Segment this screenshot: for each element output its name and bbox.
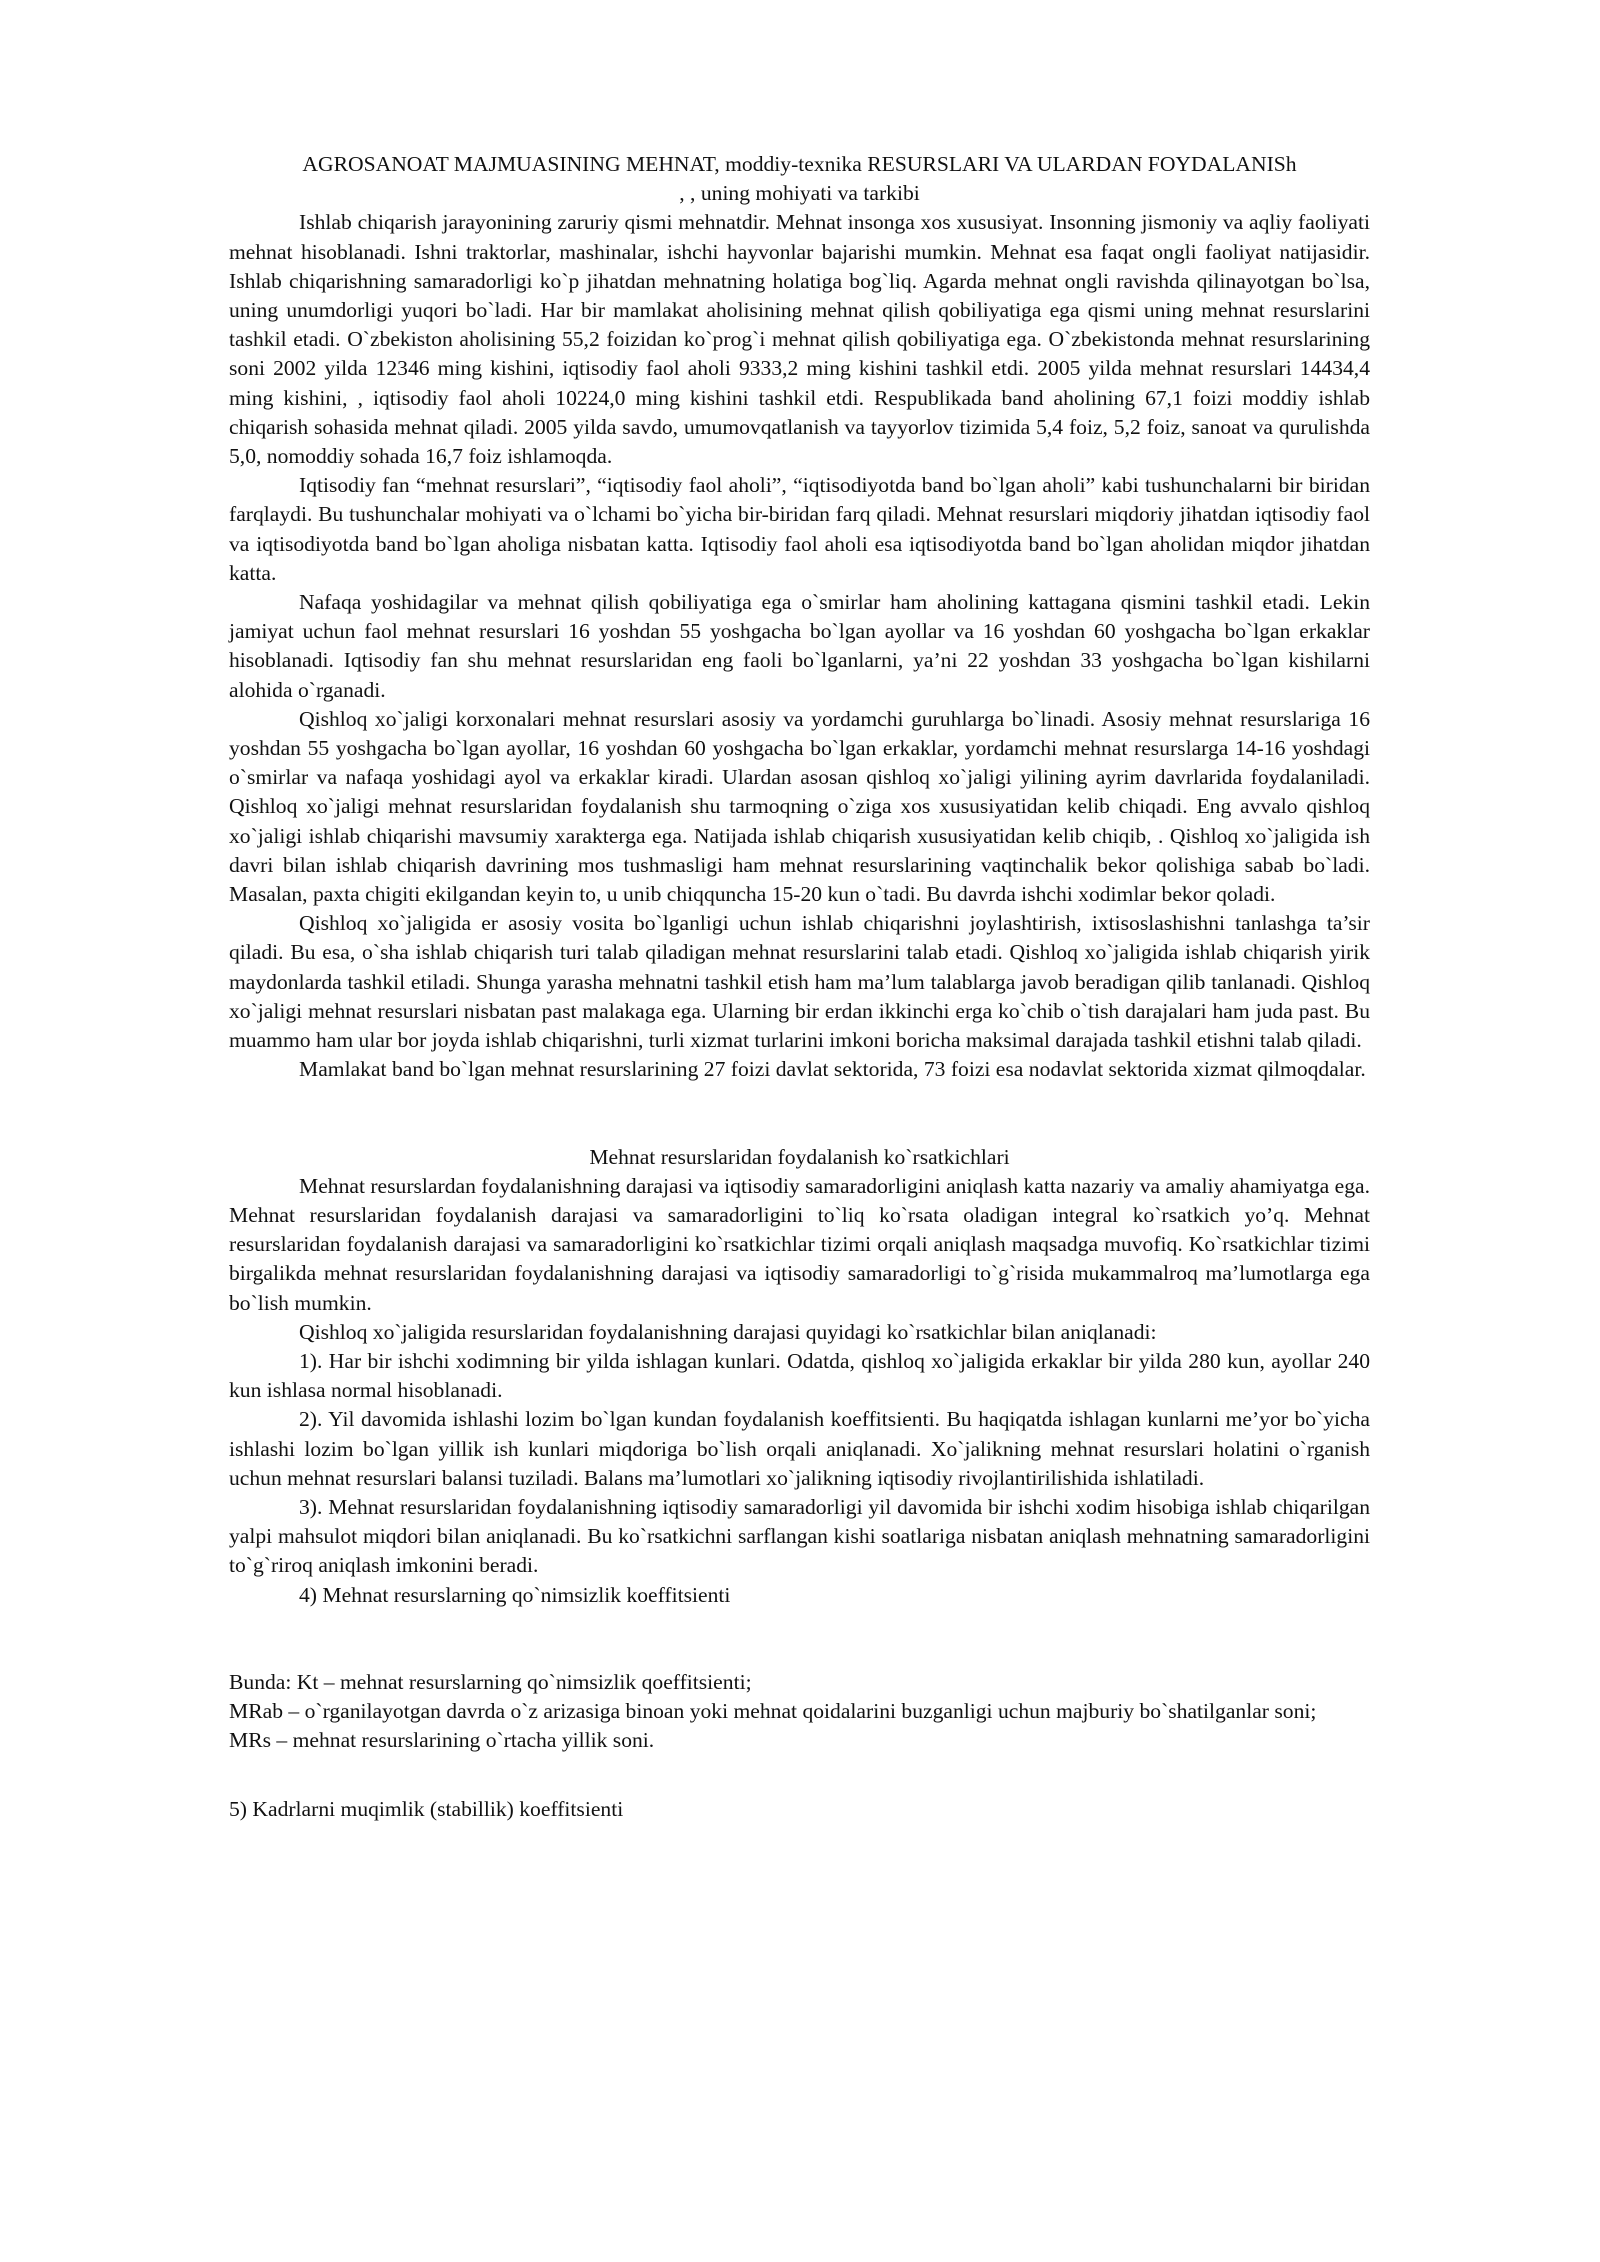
paragraph-land-factor: Qishloq xo`jaligida er asosiy vosita bo`lganligi uchun ishlab chiqarishni joylashtirish, ixtisoslashishni tanlashga ta’sir qiladi. Bu esa, o`sha ishlab chiqarish turi talab qiladigan mehnat resurslarini talab etadi. Qishloq xo`jaligida ishlab chiqarish yirik maydonlarda tashkil etiladi. Shunga yarasha mehnatni tashkil etish ham ma’lum talablarga javob beradigan qilib tanlanadi. Qishloq xo`jaligi mehnat resurslari nisbatan past malakaga ega. Ularning bir erdan ikkinchi erga ko`chib o`tish darajalari ham juda past. Bu muammo ham ular bor joyda ishlab chiqarishni, turli xizmat turlarini imkoni boricha maksimal darajada tashkil etishni talab qiladi. <box>229 911 1370 1053</box>
paragraph-labor-definition: Ishlab chiqarish jarayonining zaruriy qismi mehnatdir. Mehnat insonga xos xususiyat. Insonning jismoniy va aqliy faoliyati mehnat hisoblanadi. Ishni traktorlar, mashinalar, ishchi hayvonlar bajarishi mumkin. Mehnat esa faqat ongli faoliyat natijasidir. Ishlab chiqarishning samaradorligi ko`p jihatdan mehnatning holatiga bog`liq. Agarda mehnat ongli ravishda qilinayotgan bo`lsa, uning unumdorligi yuqori bo`ladi. Har bir mamlakat aholisining mehnat qilish qobiliyatiga ega qismi uning mehnat resurslarini tashkil etadi. O`zbekiston aholisining 55,2 foizidan ko`prog`i mehnat qilish qobiliyatiga ega. O`zbekistonda mehnat resurslarining soni 2002 yilda 12346 ming kishini, iqtisodiy faol aholi 9333,2 ming kishini tashkil etdi. 2005 yilda mehnat resurslari 14434,4 ming kishini, , iqtisodiy faol aholi 10224,0 ming kishini tashkil etdi. Respublikada band aholining 67,1 foizi moddiy ishlab chiqarish sohasida mehnat qiladi. 2005 yilda savdo, umumovqatlanish va tayyorlov tizimida 5,4 foiz, 5,2 foiz, sanoat va qurulishda 5,0, nomoddiy sohada 16,7 foiz ishlamoqda. <box>229 210 1370 469</box>
spacer <box>229 1085 1370 1143</box>
paragraph-indicators-list-intro: Qishloq xo`jaligida resurslaridan foydalanishning darajasi quyidagi ko`rsatkichlar bilan aniqlanadi: <box>299 1319 1157 1344</box>
document-subtitle: , , uning mohiyati va tarkibi <box>679 181 920 206</box>
paragraph-age-groups: Nafaqa yoshidagilar va mehnat qilish qobiliyatiga ega o`smirlar ham aholining kattagana qismini tashkil etadi. Lekin jamiyat uchun faol mehnat resurslari 16 yoshdan 55 yoshgacha bo`lgan ayollar va 16 yoshdan 60 yoshgacha bo`lgan erkaklar hisoblanadi. Iqtisodiy fan shu mehnat resurslaridan eng faoli bo`lganlarni, ya’ni 22 yoshdan 33 yoshgacha bo`lgan kishilarni alohida o`rganadi. <box>229 590 1370 702</box>
section-heading: Mehnat resurslaridan foydalanish ko`rsatkichlari <box>589 1144 1010 1169</box>
list-item-5: 5) Kadrlarni muqimlik (stabillik) koeffitsienti <box>229 1797 624 1822</box>
paragraph-agriculture-labor-groups: Qishloq xo`jaligi korxonalari mehnat resurslari asosiy va yordamchi guruhlarga bo`linadi. Asosiy mehnat resurslariga 16 yoshdan 55 yoshgacha bo`lgan ayollar, 16 yoshdan 60 yoshgacha bo`lgan erkaklar, yordamchi mehnat resurslarga 14-16 yoshdagi o`smirlar va nafaqa yoshidagi ayol va erkaklar kiradi. Ulardan asosan qishloq xo`jaligi yilining ayrim davrlarida foydalaniladi. Qishloq xo`jaligi mehnat resurslaridan foydalanish shu tarmoqning o`ziga xos xususiyatidan kelib chiqadi. Eng avvalo qishloq xo`jaligi ishlab chiqarishi mavsumiy xarakterga ega. Natijada ishlab chiqarish xususiyatidan kelib chiqib, . Qishloq xo`jaligida ish davri bilan ishlab chiqarish davrining mos tushmasligi ham mehnat resurslarining vaqtinchalik bekor qolishiga sabab bo`ladi. Masalan, paxta chigiti ekilgandan keyin to, u unib chiqquncha 15-20 kun o`tadi. Bu davrda ishchi xodimlar bekor qoladi. <box>229 706 1370 907</box>
list-item-1: 1). Har bir ishchi xodimning bir yilda ishlagan kunlari. Odatda, qishloq xo`jaligida erkaklar bir yilda 280 kun, ayollar 240 kun ishlasa normal hisoblanadi. <box>229 1348 1370 1403</box>
list-item-2: 2). Yil davomida ishlashi lozim bo`lgan kundan foydalanish koeffitsienti. Bu haqiqatda ishlagan kunlarni me’yor bo`yicha ishlashi lozim bo`lgan yillik ish kunlari miqdoriga bo`lish orqali aniqlanadi. Xo`jalikning mehnat resurslari holatini o`rganish uchun mehnat resurslari balansi tuziladi. Balans ma’lumotlari xo`jalikning iqtisodiy rivojlantirilishida ishlatiladi. <box>229 1407 1370 1490</box>
document-title: AGROSANOAT MAJMUASINING MEHNAT, moddiy-texnika RESURSLARI VA ULARDAN FOYDALANISh <box>302 152 1297 176</box>
paragraph-economic-concepts: Iqtisodiy fan “mehnat resurslari”, “iqtisodiy faol aholi”, “iqtisodiyotda band bo`lgan aholi” kabi tushunchalarni bir biridan farqlaydi. Bu tushunchalar mohiyati va o`lchami bo`yicha bir-biridan farq qiladi. Mehnat resurslari miqdoriy jihatdan iqtisodiy faol va iqtisodiyotda band bo`lgan aholiga nisbatan katta. Iqtisodiy faol aholi esa iqtisodiyotda band bo`lgan aholidan miqdor jihatdan katta. <box>229 473 1370 585</box>
document-page <box>229 150 1370 1825</box>
definition-kt: Bunda: Kt – mehnat resurslarning qo`nimsizlik qoeffitsienti; <box>229 1669 752 1694</box>
definition-mrab: MRab – o`rganilayotgan davrda o`z arizasiga binoan yoki mehnat qoidalarini buzganligi uchun majburiy bo`shatilganlar soni; <box>229 1698 1317 1723</box>
definition-mrs: MRs – mehnat resurslarining o`rtacha yillik soni. <box>229 1728 655 1753</box>
spacer <box>229 1755 1370 1795</box>
paragraph-sector-share: Mamlakat band bo`lgan mehnat resurslarining 27 foizi davlat sektorida, 73 foizi esa nodavlat sektorida xizmat qilmoqdalar. <box>299 1057 1366 1082</box>
formula-spacer <box>229 1610 1370 1668</box>
list-item-4: 4) Mehnat resurslarning qo`nimsizlik koeffitsienti <box>299 1582 731 1607</box>
list-item-3: 3). Mehnat resurslaridan foydalanishning iqtisodiy samaradorligi yil davomida bir ishchi xodim hisobiga ishlab chiqarilgan yalpi mahsulot miqdori bilan aniqlanadi. Bu ko`rsatkichni sarflangan kishi soatlariga nisbatan aniqlash mehnatning samaradorligini to`g`riroq aniqlash imkonini beradi. <box>229 1494 1370 1578</box>
paragraph-indicators-intro: Mehnat resurslardan foydalanishning darajasi va iqtisodiy samaradorligini aniqlash katta nazariy va amaliy ahamiyatga ega. Mehnat resurslaridan foydalanish darajasi va samaradorligini to`liq ko`rsata oladigan integral ko`rsatkich yo’q. Mehnat resurslaridan foydalanish darajasi va samaradorligini ko`rsatkichlar tizimi orqali aniqlash maqsadga muvofiq. Ko`rsatkichlar tizimi birgalikda mehnat resurslaridan foydalanishning darajasi va iqtisodiy samaradorligi to`g`risida mukammalroq ma’lumotlarga ega bo`lish mumkin. <box>229 1173 1370 1315</box>
